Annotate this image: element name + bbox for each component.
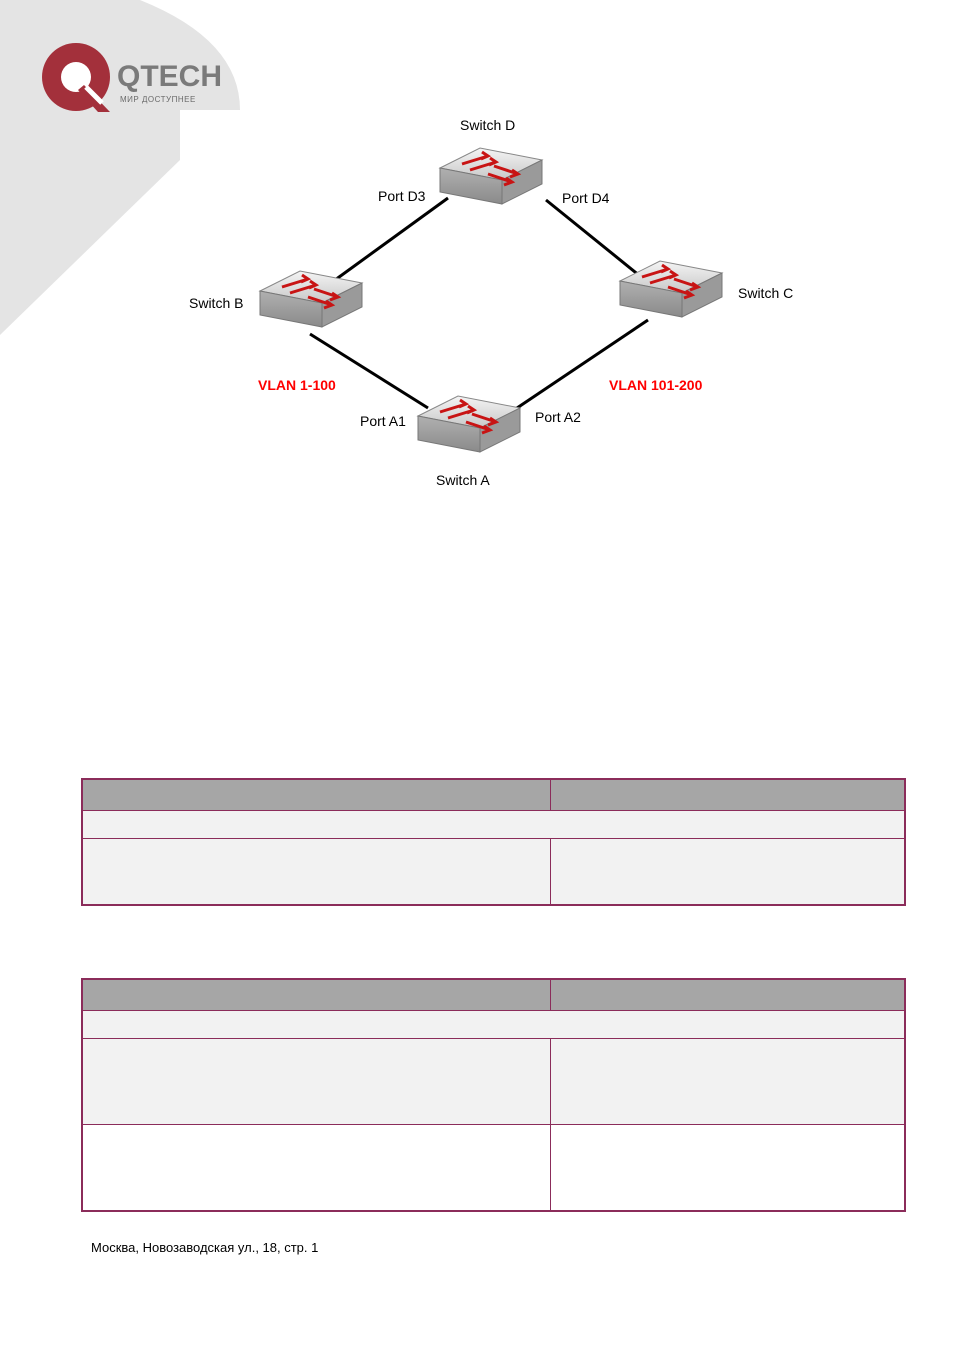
table-row bbox=[83, 1038, 904, 1124]
port-a2-label: Port A2 bbox=[535, 409, 581, 425]
table-1 bbox=[81, 778, 906, 906]
table-cell bbox=[551, 1039, 904, 1124]
table-1-header-cell-1 bbox=[83, 780, 551, 810]
link-d-b bbox=[335, 198, 448, 280]
vlan-left-label: VLAN 1-100 bbox=[258, 377, 336, 393]
table-cell bbox=[551, 839, 904, 904]
company-logo bbox=[40, 40, 240, 120]
link-c-a bbox=[514, 320, 648, 410]
switch-c-label: Switch C bbox=[738, 285, 794, 301]
table-row bbox=[83, 838, 904, 904]
table-cell bbox=[83, 839, 551, 904]
table-2-header bbox=[83, 980, 904, 1010]
table-2-section-row bbox=[83, 1010, 904, 1038]
link-b-a bbox=[310, 334, 428, 408]
port-d3-label: Port D3 bbox=[378, 188, 426, 204]
table-cell bbox=[83, 1039, 551, 1124]
logo-q-icon bbox=[40, 40, 115, 115]
table-cell bbox=[551, 1125, 904, 1210]
table-row bbox=[83, 1124, 904, 1210]
switch-b-icon bbox=[260, 271, 362, 327]
table-2-header-cell-1 bbox=[83, 980, 551, 1010]
switch-a-label: Switch A bbox=[436, 472, 490, 488]
switch-d-icon bbox=[440, 148, 542, 204]
table-2 bbox=[81, 978, 906, 1212]
network-topology-diagram bbox=[170, 110, 820, 500]
vlan-right-label: VLAN 101-200 bbox=[609, 377, 703, 393]
port-d4-label: Port D4 bbox=[562, 190, 610, 206]
table-1-header-cell-2 bbox=[551, 780, 904, 810]
switch-d-label: Switch D bbox=[460, 117, 516, 133]
link-d-c bbox=[546, 200, 640, 276]
table-1-header bbox=[83, 780, 904, 810]
switch-b-label: Switch B bbox=[189, 295, 244, 311]
table-2-header-cell-2 bbox=[551, 980, 904, 1010]
switch-c-icon bbox=[620, 261, 722, 317]
logo-tagline: МИР ДОСТУПНЕЕ bbox=[120, 95, 196, 104]
table-1-section-row bbox=[83, 810, 904, 838]
port-a1-label: Port A1 bbox=[360, 413, 406, 429]
switch-a-icon bbox=[418, 396, 520, 452]
footer-address: Москва, Новозаводская ул., 18, стр. 1 bbox=[91, 1240, 319, 1255]
table-cell bbox=[83, 1125, 551, 1210]
logo-wordmark: QTECH bbox=[117, 60, 222, 93]
